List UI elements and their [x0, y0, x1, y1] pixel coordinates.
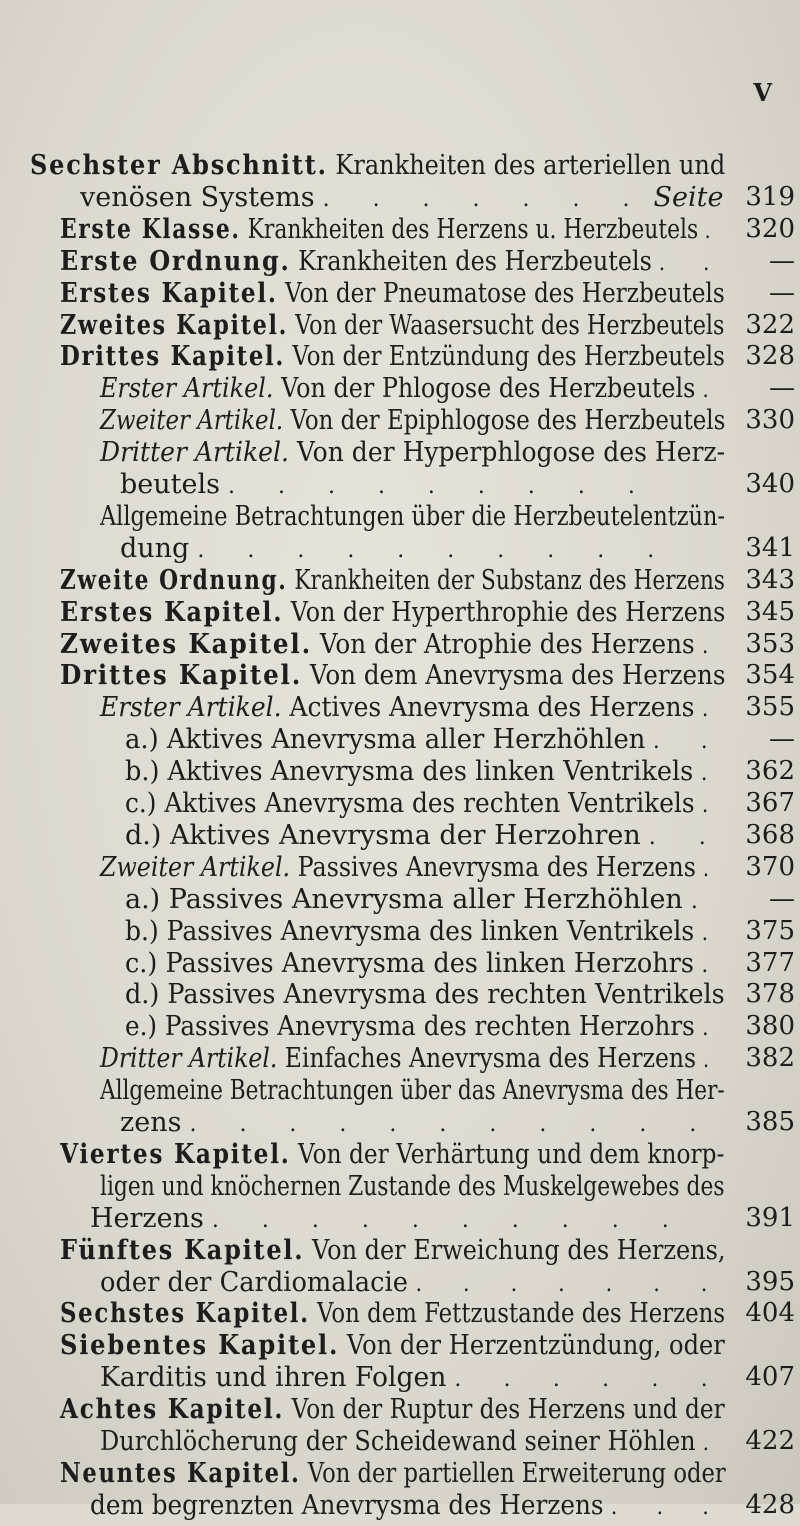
toc-entry-title: Von der Erweichung des Herzens, — [304, 1234, 726, 1266]
toc-entry-heading: Zweites Kapitel. — [60, 309, 289, 341]
toc-page-number: 330 — [745, 405, 795, 436]
toc-entry-title: Krankheiten des arteriellen und — [327, 150, 726, 181]
toc-leader-dots: . — [702, 378, 725, 404]
toc-page-number: 404 — [745, 1298, 795, 1329]
toc-entry-title: Von der Atrophie des Herzens — [312, 628, 695, 660]
toc-entry-text — [80, 182, 723, 213]
toc-entry-title: c.) Aktives Anevrysma des rechten Ventrikels — [125, 788, 695, 819]
toc-entry — [60, 1298, 800, 1334]
toc-leader-dots: . — [702, 1431, 725, 1456]
toc-entry — [125, 979, 795, 1015]
toc-page-number: 368 — [745, 819, 795, 850]
toc-page-number: 328 — [745, 341, 795, 372]
toc-entry-text — [60, 597, 725, 628]
toc-entry — [100, 1075, 800, 1111]
toc-entry — [100, 852, 800, 888]
toc-entry — [125, 947, 795, 984]
toc-entry-text — [60, 341, 725, 372]
toc-entry-text — [100, 1362, 725, 1393]
toc-entry-title: c.) Passives Anevrysma des linken Herzohrs — [125, 947, 694, 979]
toc-leader-dots: . — [700, 761, 725, 787]
toc-entry-heading: Erstes Kapitel. — [60, 596, 284, 628]
toc-entry-heading: Drittes Kapitel. — [60, 341, 286, 373]
toc-leader-dots: . — [702, 856, 725, 882]
toc-entry-text — [60, 310, 725, 341]
toc-entry — [125, 788, 795, 824]
toc-entry-text — [100, 1043, 725, 1074]
toc-entry-title: Passives Anevrysma des Herzens — [290, 851, 696, 883]
toc-page-number: 385 — [745, 1107, 795, 1137]
toc-entry — [30, 150, 800, 186]
toc-entry — [125, 915, 795, 952]
toc-entry-text — [100, 373, 725, 404]
toc-leader-dots: . — [701, 633, 725, 659]
toc-entry-text — [100, 1171, 725, 1202]
toc-page-number: — — [769, 883, 795, 914]
toc-entry-title: Actives Anevrysma des Herzens — [281, 692, 695, 724]
toc-entry-heading: Viertes Kapitel. — [60, 1138, 291, 1170]
toc-entry-text — [125, 884, 716, 915]
toc-entry-heading: Erste Ordnung. — [60, 245, 291, 277]
toc-entry — [120, 532, 795, 569]
toc-page-number: 370 — [745, 851, 795, 882]
toc-entry-title: Von dem Fettzustande des Herzens — [309, 1298, 726, 1330]
toc-entry-text — [100, 692, 725, 723]
toc-entry-heading: Zweiter Artikel. — [100, 405, 284, 437]
toc-page-number: 391 — [745, 1202, 795, 1233]
toc-entry-text — [30, 150, 725, 181]
toc-leader-dots: . . . . . . . — [415, 1271, 725, 1297]
toc-entry — [60, 341, 800, 377]
toc-entry — [60, 565, 800, 601]
toc-page-number: 355 — [745, 692, 795, 723]
toc-entry-title: dung — [120, 532, 190, 564]
toc-entry-text — [120, 1107, 714, 1138]
toc-leader-dots: . . . . . . . . . — [227, 474, 653, 499]
toc-entry — [120, 469, 795, 505]
toc-entry-heading: Siebentes Kapitel. — [60, 1330, 340, 1362]
toc-entry — [100, 437, 774, 473]
toc-entry-heading: Erste Klasse. — [60, 213, 241, 245]
toc-entry-title: ligen und knöchernen Zustande des Muskelgewebes des — [100, 1170, 725, 1202]
toc-entry-title: venösen Systems — [80, 181, 315, 213]
toc-entry-title: d.) Passives Anevrysma des rechten Ventrikels — [125, 979, 725, 1011]
toc-entry — [125, 883, 795, 920]
toc-page-number: 375 — [745, 915, 795, 946]
toc-entry-text — [60, 660, 725, 691]
toc-entry-text — [60, 1330, 725, 1361]
toc-entry-title: a.) Passives Anevrysma aller Herzhöhlen — [125, 883, 683, 915]
toc-entry — [100, 692, 795, 728]
toc-entry-heading: Drittes Kapitel. — [60, 660, 303, 692]
toc-entry — [60, 1458, 800, 1494]
toc-entry — [60, 628, 795, 665]
toc-page-number: 367 — [745, 788, 795, 818]
toc-entry-heading: Sechstes Kapitel. — [60, 1298, 310, 1330]
toc-entry-title: Von dem Anevrysma des Herzens — [302, 660, 726, 692]
page-folio: V — [753, 78, 772, 107]
toc-entry-title: Von der Verhärtung und dem knorp- — [290, 1138, 725, 1170]
toc-entry-title: Von der Phlogose des Herzbeutels — [273, 373, 696, 405]
toc-entry — [100, 1266, 795, 1303]
toc-entry-title: zens — [120, 1107, 182, 1138]
toc-entry-title: Krankheiten des Herzens u. Herzbeutels — [240, 213, 699, 245]
toc-entry-text — [60, 1394, 725, 1425]
toc-page-number: 380 — [745, 1011, 795, 1042]
toc-entry-heading: Fünftes Kapitel. — [60, 1234, 305, 1266]
toc-seite-label: Seite — [653, 181, 724, 213]
toc-entry-title: Herzens — [90, 1202, 204, 1234]
toc-entry-title: Von der Ruptur des Herzens und der — [284, 1394, 725, 1426]
toc-entry-heading: Erstes Kapitel. — [60, 277, 278, 309]
toc-leader-dots: . — [703, 1048, 725, 1074]
toc-page-number: 378 — [745, 979, 795, 1010]
toc-entry — [100, 373, 800, 409]
toc-entry-text — [60, 1298, 725, 1329]
toc-entry-heading: Dritter Artikel. — [100, 437, 289, 469]
toc-entry-title: Von der partiellen Erweiterung oder — [300, 1457, 726, 1489]
toc-entry — [60, 310, 800, 346]
toc-leader-dots: . — [690, 888, 716, 914]
toc-page-number: 395 — [745, 1266, 795, 1297]
toc-entry-title: Von der Herzentzündung, oder — [339, 1330, 725, 1362]
toc-leader-dots: . . . . . . . . . . — [211, 1207, 687, 1233]
toc-entry — [60, 660, 795, 696]
toc-entry-heading: Dritter Artikel. — [100, 1043, 278, 1075]
toc-page-number: 377 — [745, 947, 795, 978]
toc-entry-text — [100, 1267, 725, 1298]
toc-entry — [60, 1139, 800, 1175]
toc-entry-text — [60, 246, 725, 277]
toc-entry-heading: Zweites Kapitel. — [60, 628, 313, 660]
toc-leader-dots: . . — [648, 824, 724, 850]
toc-page-number: 353 — [745, 628, 795, 659]
toc-entry-text — [125, 724, 725, 755]
toc-entry-text — [120, 533, 672, 564]
toc-entry-text — [60, 278, 725, 309]
toc-leader-dots: . — [704, 218, 725, 244]
toc-entry — [100, 1043, 800, 1079]
toc-entry-heading: Zweite Ordnung. — [60, 564, 288, 596]
toc-entry-text — [60, 1458, 726, 1489]
toc-entry-title: Von der Hyperphlogose des Herz- — [288, 437, 726, 469]
toc-entry — [125, 1011, 795, 1047]
toc-entry — [125, 819, 795, 856]
toc-entry-heading: Erster Artikel. — [100, 692, 282, 724]
toc-entry-title: oder der Cardiomalacie — [100, 1266, 408, 1298]
toc-entry — [125, 724, 795, 760]
toc-page-number: 345 — [745, 596, 795, 627]
toc-page-number: — — [769, 724, 795, 755]
toc-entry-text — [120, 469, 653, 500]
toc-entry — [60, 246, 800, 282]
toc-page-number: 322 — [745, 309, 795, 340]
toc-entry-title: Krankheiten der Substanz des Herzens — [287, 564, 725, 596]
toc-entry-text — [125, 820, 724, 851]
toc-page-number: 343 — [745, 564, 795, 595]
toc-entry-title: b.) Aktives Anevrysma des linken Ventrikels — [125, 756, 694, 788]
toc-page-number: 320 — [745, 213, 795, 244]
toc-entry-heading: Erster Artikel. — [100, 373, 274, 405]
toc-leader-dots: . . — [653, 729, 725, 755]
toc-entry-text — [60, 1139, 724, 1170]
toc-leader-dots: . . . . . . . . . . — [197, 537, 673, 563]
toc-entry — [100, 1171, 800, 1207]
toc-entry-text — [100, 437, 725, 468]
toc-entry — [100, 1362, 795, 1398]
toc-page-number: 428 — [745, 1489, 795, 1520]
toc-page-number: 407 — [745, 1362, 795, 1393]
toc-entry — [60, 597, 800, 633]
toc-entry-title: e.) Passives Anevrysma des rechten Herzohrs — [125, 1011, 695, 1043]
toc-page-number: — — [769, 277, 795, 308]
toc-entry-title: Krankheiten des Herzbeutels — [290, 245, 652, 277]
toc-leader-dots: . — [701, 697, 725, 723]
toc-page-number: 340 — [745, 469, 795, 499]
toc-entry-text — [60, 565, 725, 596]
toc-page-number: — — [769, 373, 795, 404]
toc-leader-dots: . . . — [610, 1494, 726, 1520]
toc-entry-title: Von der Hyperthrophie des Herzens — [283, 596, 726, 628]
toc-entry-text — [60, 1235, 726, 1266]
toc-entry-text — [125, 1011, 725, 1042]
toc-entry — [60, 214, 800, 250]
toc-entry — [125, 756, 795, 792]
toc-entry-title: Karditis und ihren Folgen — [100, 1362, 447, 1394]
toc-entry-text — [125, 788, 725, 819]
toc-entry-heading: Achtes Kapitel. — [60, 1394, 285, 1426]
toc-entry-text — [100, 852, 725, 883]
toc-entry-text — [100, 1426, 725, 1457]
toc-entry-text — [100, 1075, 725, 1106]
toc-entry-title: d.) Aktives Anevrysma der Herzohren — [125, 819, 641, 851]
toc-entry-title: beutels — [120, 469, 220, 500]
toc-page-number: 382 — [745, 1043, 795, 1074]
toc-leader-dots: . . . . . . — [454, 1367, 726, 1393]
toc-page-number: 341 — [745, 532, 795, 563]
toc-entry-title: Durchlöcherung der Scheidewand seiner Höhlen — [100, 1426, 696, 1457]
toc-entry — [60, 278, 800, 314]
toc-entry-text — [125, 979, 725, 1010]
toc-entry-title: Einfaches Anevrysma des Herzens — [277, 1043, 697, 1075]
toc-entry-text — [60, 629, 725, 660]
toc-entry — [90, 1489, 795, 1526]
toc-entry-title: Von der Entzündung des Herzbeutels — [285, 341, 725, 373]
toc-entry — [100, 1426, 800, 1462]
toc-entry-text — [100, 405, 725, 436]
toc-entry — [60, 1394, 800, 1430]
toc-leader-dots: . . . . . . . . . . . — [189, 1112, 715, 1137]
toc-entry-text — [100, 501, 725, 532]
toc-entry-title: b.) Passives Anevrysma des linken Ventrikels — [125, 915, 695, 947]
toc-page-number: 362 — [745, 756, 795, 787]
toc-entry-text — [125, 756, 724, 787]
toc-entry — [100, 405, 800, 441]
toc-entry-title: Von der Waasersucht des Herzbeutels — [288, 309, 725, 341]
toc-entry-text — [90, 1203, 687, 1234]
toc-entry — [80, 181, 795, 218]
toc-entry — [60, 1330, 800, 1366]
toc-entry-title: Allgemeine Betrachtungen über die Herzbeutelentzün- — [100, 500, 725, 532]
toc-entry-text — [60, 214, 725, 245]
toc-leader-dots: . — [701, 952, 726, 978]
toc-entry — [60, 1235, 800, 1271]
toc-leader-dots: . . . . . . . — [322, 186, 648, 212]
toc-leader-dots: . . — [658, 250, 726, 276]
toc-entry-heading: Neuntes Kapitel. — [60, 1457, 301, 1489]
toc-entry-title: Von der Pneumatose des Herzbeutels — [277, 277, 725, 309]
toc-entry-title: a.) Aktives Anevrysma aller Herzhöhlen — [125, 724, 646, 756]
toc-entry-text — [125, 916, 725, 947]
toc-leader-dots: . — [701, 920, 725, 946]
toc-entry-heading: Sechster Abschnitt. — [30, 150, 328, 181]
toc-entry-text — [90, 1490, 725, 1521]
toc-page-number: 354 — [745, 660, 795, 691]
toc-entry — [90, 1202, 795, 1239]
toc-entry-heading: Zweiter Artikel. — [100, 851, 291, 883]
toc-entry — [120, 1107, 795, 1143]
toc-page-number: 319 — [745, 181, 795, 212]
toc-entry-title: Von der Epiphlogose des Herzbeutels — [283, 405, 726, 437]
toc-leader-dots: . — [701, 793, 725, 818]
toc-page-number: 422 — [745, 1426, 795, 1456]
toc-entry-title: Allgemeine Betrachtungen über das Anevrysma des Her- — [100, 1075, 725, 1107]
toc-page-number: — — [769, 245, 795, 276]
toc-entry — [100, 501, 800, 537]
toc-leader-dots: . — [702, 1016, 725, 1042]
toc-entry-text — [125, 948, 725, 979]
toc-entry-title: dem begrenzten Anevrysma des Herzens — [90, 1489, 604, 1521]
